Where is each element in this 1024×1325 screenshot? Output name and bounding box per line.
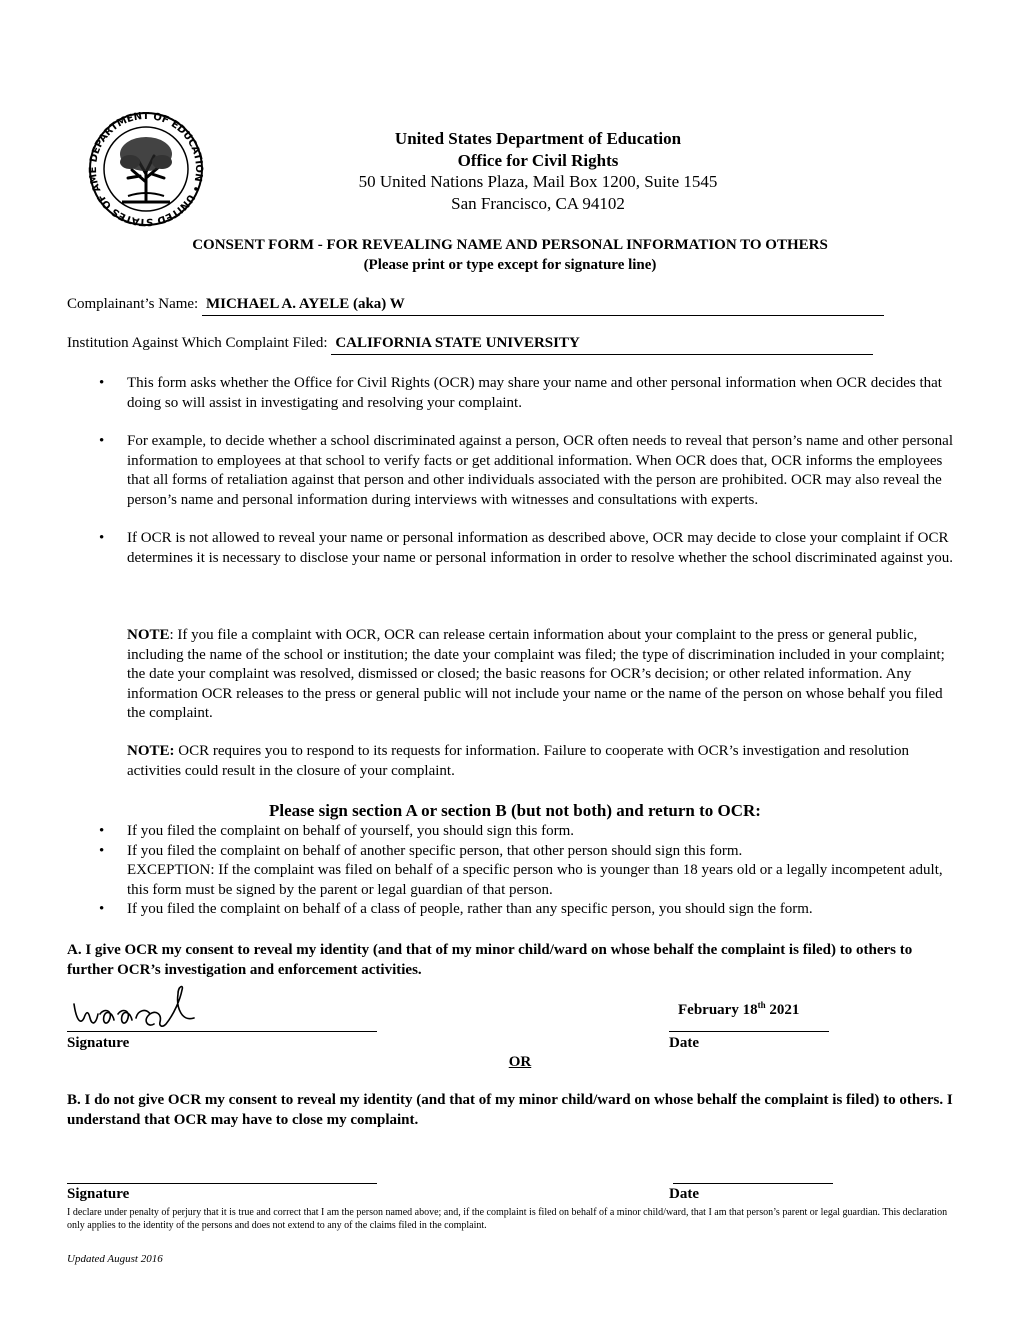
exception-text: EXCEPTION: If the complaint was filed on behalf of a specific person who is younger than 18 years old or a legally incompetent adult, this form must be signed by the parent or legal guardian of that person. <box>127 862 943 898</box>
complainant-label: Complainant’s Name: <box>67 296 199 312</box>
complainant-name-field[interactable]: MICHAEL A. AYELE (aka) W <box>202 295 884 316</box>
section-b-no-consent: B. I do not give OCR my consent to reveal my identity (and that of my minor child/ward on whose behalf the complaint is filed) to others. I understand that OCR may have to close my complaint. <box>67 1092 953 1128</box>
institution-row <box>67 334 912 355</box>
signature-label: Signature <box>67 1186 130 1202</box>
section-a-consent: A. I give OCR my consent to reveal my identity (and that of my minor child/ward on whose behalf the complaint is filed) to others to further OCR’s investigation and enforcement activities. <box>67 942 913 978</box>
revision-date: Updated August 2016 <box>67 1253 163 1265</box>
note-label: NOTE <box>127 627 170 643</box>
address-line: 50 United Nations Plaza, Mail Box 1200, Suite 1545 <box>358 172 718 191</box>
date-ordinal: th <box>757 1000 766 1010</box>
list-item: • This form asks whether the Office for Civil Rights (OCR) may share your name and other personal information when OCR decides that doing so will assist in investigating and resolving your complaint. <box>67 374 962 413</box>
institution-field[interactable]: CALIFORNIA STATE UNIVERSITY <box>331 334 873 355</box>
handwritten-signature <box>70 984 210 1032</box>
note-text: OCR requires you to respond to its requests for information. Failure to cooperate with OCR’s investigation and resolution activities could result in the closure of your complaint. <box>127 743 909 779</box>
complainant-row <box>67 295 907 316</box>
note-cooperation <box>127 742 964 781</box>
list-item <box>67 842 962 901</box>
form-title: CONSENT FORM - FOR REVEALING NAME AND PERSONAL INFORMATION TO OTHERS <box>192 237 828 253</box>
office-name: Office for Civil Rights <box>457 150 619 170</box>
seal-text: DEPARTMENT OF EDUCATION • UNITED STATES OF AME <box>87 112 205 227</box>
list-item: • If you filed the complaint on behalf of a class of people, rather than any specific person, you should sign the form. <box>67 900 962 920</box>
form-subtitle: (Please print or type except for signature line) <box>363 257 657 273</box>
list-item: • If OCR is not allowed to reveal your name or personal information as described above, OCR may decide to close your complaint if OCR determines it is necessary to disclose your name or personal information in order to resolve whether the school discriminated against you. <box>67 529 962 568</box>
signature-line[interactable] <box>67 1183 377 1184</box>
department-of-education-seal <box>82 112 210 227</box>
signature-date-value <box>678 996 799 1021</box>
list-item: • If you filed the complaint on behalf of yourself, you should sign this form. <box>67 822 962 842</box>
date-label: Date <box>669 1186 699 1202</box>
note-text: : If you file a complaint with OCR, OCR can release certain information about your complaint to the press or general public, including the name of the school or institution; the date your complaint was filed; the type of discrimination included in your complaint; the date your complaint was resolved, dismissed or closed; the basic reasons for OCR’s decision; or other related information. Any information OCR releases to the press or general public will not include your name or the name of the person on whose behalf you filed the complaint. <box>127 627 945 721</box>
perjury-declaration: I declare under penalty of perjury that it is true and correct that I am the person named above; and, if the complaint is filed on behalf of a minor child/ward, that I am that person’s parent or legal guardian. This declaration only applies to the identity of the persons and does not extend to any of the claims filed in the complaint. <box>67 1207 948 1231</box>
or-divider: OR <box>508 1054 532 1070</box>
sign-instructions-list <box>67 822 962 920</box>
date-label: Date <box>669 1035 699 1051</box>
date-line[interactable] <box>669 1031 829 1032</box>
institution-label: Institution Against Which Complaint Filed: <box>67 335 328 351</box>
department-name: United States Department of Education <box>394 129 682 148</box>
signature-line[interactable] <box>67 1031 377 1032</box>
agency-header <box>250 128 826 214</box>
date-day: February 18 <box>678 1002 758 1018</box>
date-year: 2021 <box>765 1002 800 1018</box>
date-line[interactable] <box>673 1183 833 1184</box>
note-press-release <box>127 626 964 724</box>
signature-label: Signature <box>67 1035 130 1051</box>
city-state-zip: San Francisco, CA 94102 <box>451 193 625 213</box>
list-item: • For example, to decide whether a school discriminated against a person, OCR often needs to reveal that person’s name and other personal information to employees at that school to verify facts or get additional information. When OCR does that, OCR informs the employees that all forms of retaliation against that person and other individuals associated with the person are prohibited. OCR may also reveal the person’s name and personal information during interviews with witnesses and consultations with experts. <box>67 432 962 510</box>
note-label: NOTE: <box>127 743 175 759</box>
info-bullets <box>67 374 962 568</box>
list-item-text: • If you filed the complaint on behalf of another specific person, that other person should sign this form. <box>127 842 743 859</box>
sign-instructions-heading: Please sign section A or section B (but not both) and return to OCR: <box>269 801 761 820</box>
